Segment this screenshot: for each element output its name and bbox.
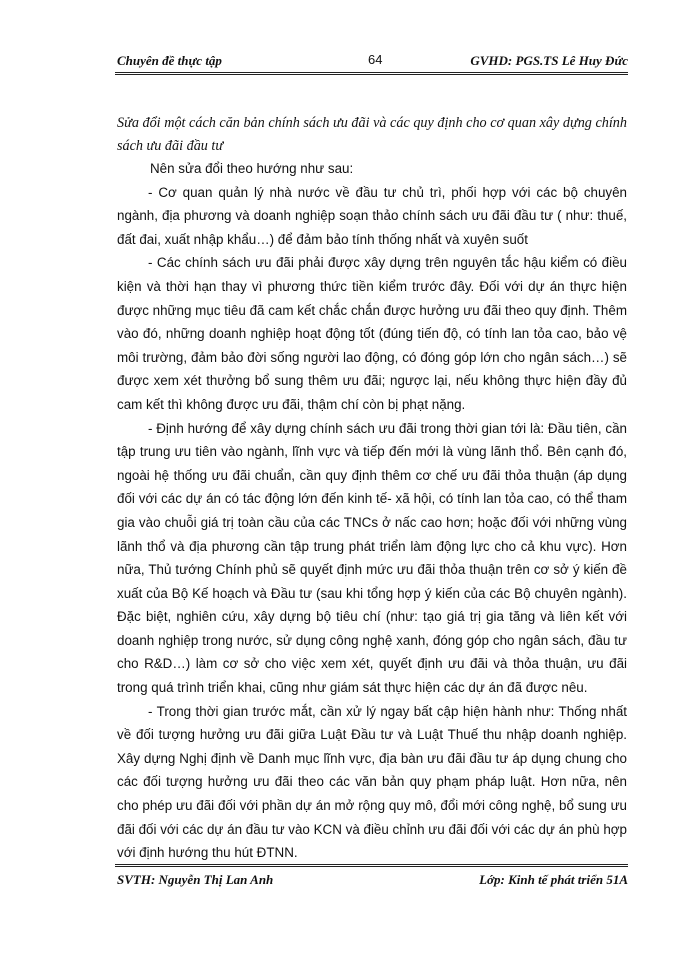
section-subheading: Sửa đổi một cách căn bản chính sách ưu đãi và các quy định cho cơ quan xây dựng chính sách ưu đãi đầu tư xyxy=(117,115,627,154)
footer-student: SVTH: Nguyễn Thị Lan Anh xyxy=(117,872,274,887)
header-supervisor: GVHD: PGS.TS Lê Huy Đức xyxy=(470,53,628,68)
footer-class: Lớp: Kinh tế phát triển 51A xyxy=(479,872,628,887)
header-document-type: Chuyên đề thực tập xyxy=(117,53,222,68)
bullet-paragraph-2: - Các chính sách ưu đãi phải được xây dựng trên nguyên tắc hậu kiểm có điều kiện và thời hạn thay vì phương thức tiền kiểm trước đây. Đối với dự án thực hiện được những mục tiêu đã cam kết chắc chắn được hưởng ưu đãi theo quy định. Thêm vào đó, những doanh nghiệp hoạt động tốt (đúng tiến độ, có tính lan tỏa cao, bảo vệ môi trường, đảm bảo đời sống người lao động, có đóng góp lớn cho ngân sách…) sẽ được xem xét thưởng bổ sung thêm ưu đãi; ngược lại, nếu không thực hiện đầy đủ cam kết thì không được ưu đãi, thậm chí còn bị phạt nặng. xyxy=(117,255,627,412)
intro-paragraph: Nên sửa đổi theo hướng như sau: xyxy=(150,161,354,176)
page-header xyxy=(115,52,628,75)
bullet-paragraph-4: - Trong thời gian trước mắt, cần xử lý ngay bất cập hiện hành như: Thống nhất về đối tượng hưởng ưu đãi giữa Luật Đầu tư và Luật Thuế thu nhập doanh nghiệp. Xây dựng Nghị định về Danh mục lĩnh vực, địa bàn ưu đãi đầu tư áp dụng chung cho các đối tượng hưởng ưu đãi theo các văn bản quy phạm pháp luật. Hơn nữa, nên cho phép ưu đãi đối với phần dự án mở rộng quy mô, đổi mới công nghệ, bổ sung ưu đãi đối với các dự án đầu tư vào KCN và điều chỉnh ưu đãi đối với các dự án phù hợp với định hướng thu hút ĐTNN. xyxy=(117,703,627,861)
page-number: 64 xyxy=(368,52,383,67)
bullet-paragraph-1: - Cơ quan quản lý nhà nước về đầu tư chủ trì, phối hợp với các bộ chuyên ngành, địa phương và doanh nghiệp soạn thảo chính sách ưu đãi đầu tư ( như: thuế, đất đai, xuất nhập khẩu…) để đảm bảo tính thống nhất và xuyên suốt xyxy=(117,184,627,247)
document-body xyxy=(117,112,627,865)
bullet-paragraph-3: - Định hướng để xây dựng chính sách ưu đãi trong thời gian tới là: Đầu tiên, cần tập trung ưu tiên vào ngành, lĩnh vực và tiếp đến mới là vùng lãnh thổ. Bên cạnh đó, ngoài hệ thống ưu đãi chuẩn, cần quy định thêm cơ chế ưu đãi thỏa thuận (áp dụng đối với các dự án có tác động lớn đến kinh tế- xã hội, có tính lan tỏa cao, có thể tham gia vào chuỗi giá trị toàn cầu của các TNCs ở nấc cao hơn; hoặc đối với những vùng lãnh thổ và địa phương cần tập trung phát triển làm động lực cho cả khu vực). Hơn nữa, Thủ tướng Chính phủ sẽ quyết định mức ưu đãi thỏa thuận trên cơ sở ý kiến đề xuất của Bộ Kế hoạch và Đầu tư (sau khi tổng hợp ý kiến của các Bộ chuyên ngành). Đặc biệt, nghiên cứu, xây dựng bộ tiêu chí (như: tạo giá trị gia tăng và liên kết với doanh nghiệp trong nước, sử dụng công nghệ xanh, đóng góp cho ngân sách, đầu tư cho R&D…) làm cơ sở cho việc xem xét, quyết định ưu đãi và thỏa thuận, ưu đãi trong quá trình triển khai, cũng như giám sát thực hiện các dự án đã được nêu. xyxy=(117,420,627,696)
page-footer xyxy=(115,864,628,889)
